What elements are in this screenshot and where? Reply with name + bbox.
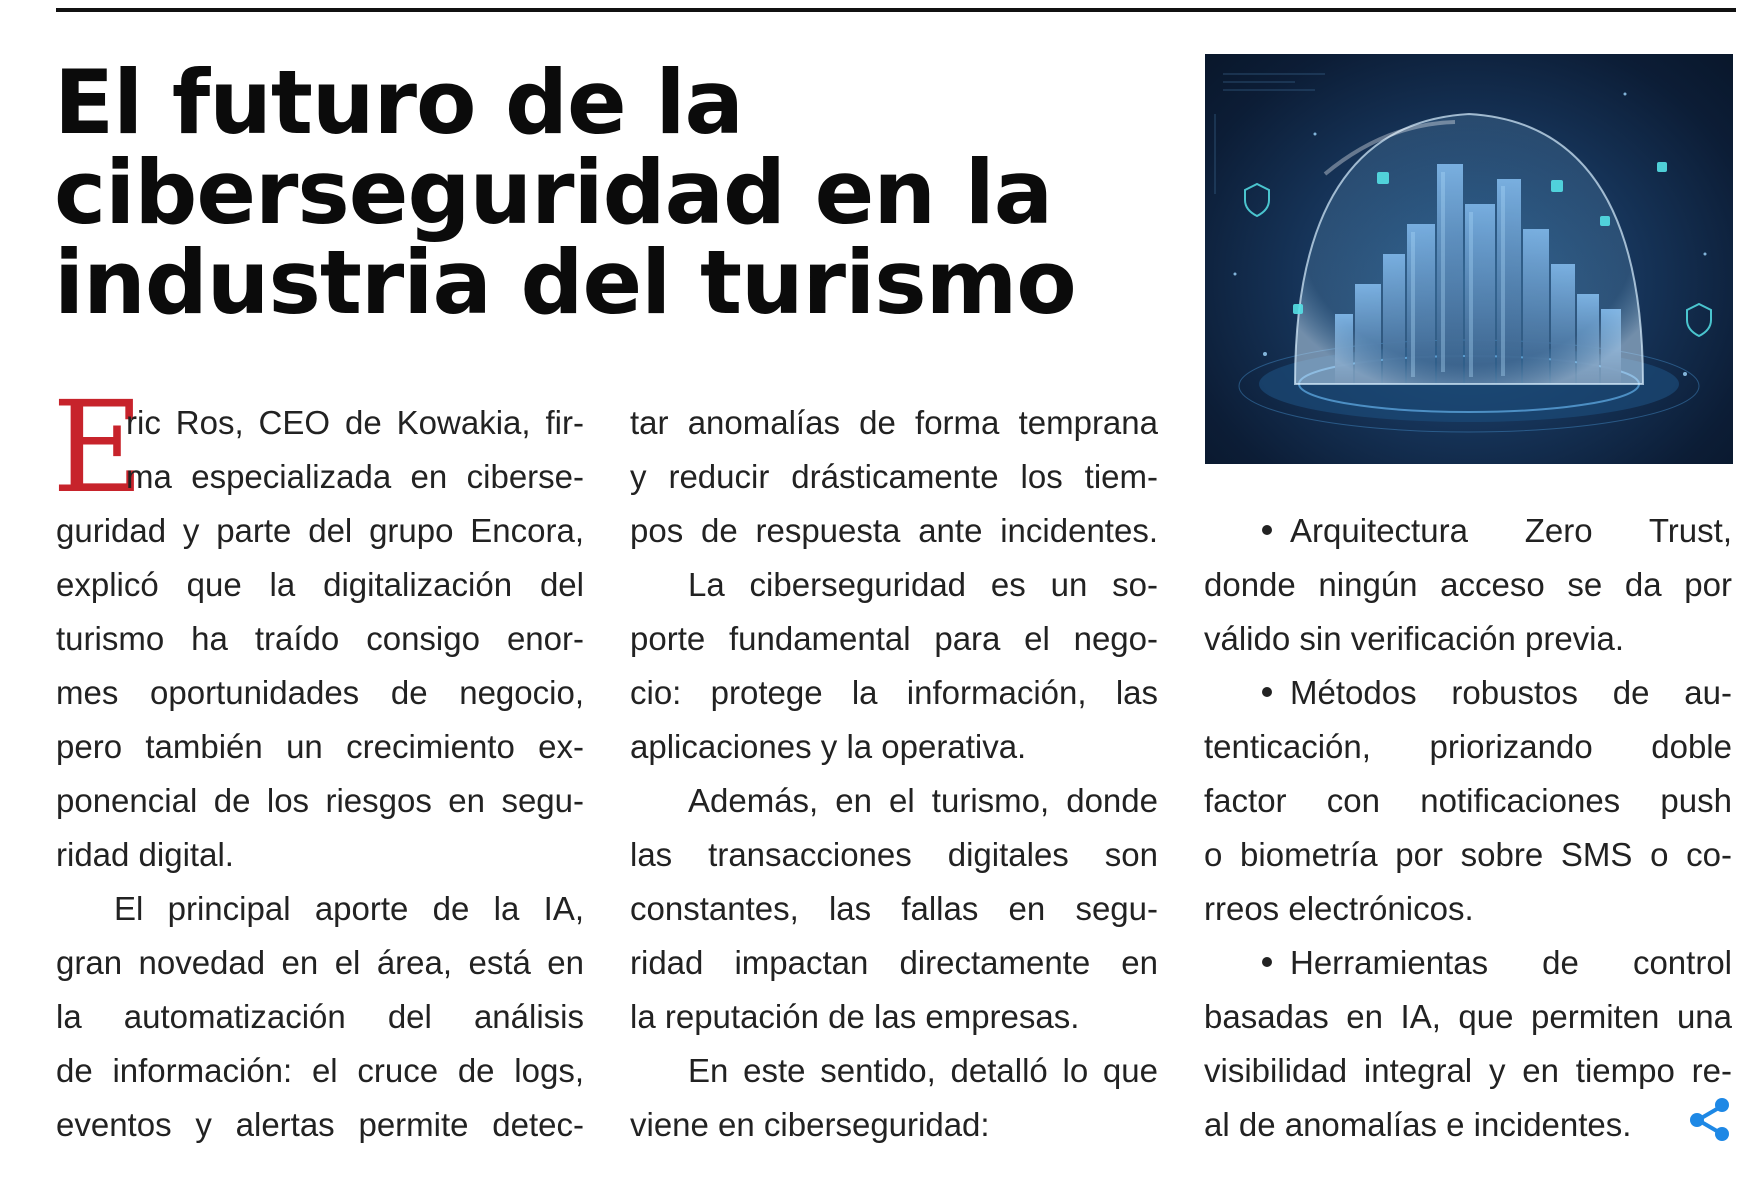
text-line: ric Ros, CEO de Kowakia, fir- [126, 404, 584, 441]
text-line: gran novedad en el área, está en [56, 944, 584, 981]
text-line: turismo ha traído consigo enor- [56, 620, 584, 657]
headline-line-1: El futuro de la [54, 51, 743, 154]
bullet-line [1204, 936, 1732, 990]
text-line: mes oportunidades de negocio, [56, 674, 584, 711]
text-line: donde ningún acceso se da por [1204, 566, 1732, 603]
article-column-3 [1204, 504, 1732, 1152]
text-line: válido sin verificación previa. [1204, 620, 1625, 657]
share-icon[interactable] [1688, 1096, 1732, 1142]
text-line: ponencial de los riesgos en segu- [56, 782, 584, 819]
bullet-text: Herramientas de control [1290, 944, 1732, 981]
text-line: constantes, las fallas en segu- [630, 890, 1158, 927]
text-line: al de anomalías e incidentes. [1204, 1106, 1632, 1143]
text-line: ridad digital. [56, 836, 234, 873]
bullet-icon [1262, 525, 1272, 535]
bullet-line [1204, 666, 1732, 720]
text-line: la automatización del análisis [56, 998, 584, 1035]
headline-line-3: industria del turismo [54, 231, 1076, 334]
bullet-text: Arquitectura Zero Trust, [1290, 512, 1732, 549]
text-line: las transacciones digitales son [630, 836, 1158, 873]
text-line: tar anomalías de forma temprana [630, 404, 1158, 441]
text-line: ma especializada en ciberse- [126, 458, 584, 495]
text-line: o biometría por sobre SMS o co- [1204, 836, 1732, 873]
text-line: de información: el cruce de logs, [56, 1052, 584, 1089]
text-line: ridad impactan directamente en [630, 944, 1158, 981]
text-line: Además, en el turismo, donde [688, 782, 1158, 819]
headline [54, 51, 1174, 334]
text-line: visibilidad integral y en tiempo re- [1204, 1052, 1732, 1089]
article-column-2 [630, 396, 1158, 1152]
text-line: basadas en IA, que permiten una [1204, 998, 1732, 1035]
text-line: eventos y alertas permite detec- [56, 1106, 584, 1143]
text-line: En este sentido, detalló lo que [688, 1052, 1158, 1089]
text-line: viene en ciberseguridad: [630, 1106, 990, 1143]
text-line: la reputación de las empresas. [630, 998, 1080, 1035]
top-rule [56, 8, 1736, 12]
bullet-text: Métodos robustos de au- [1290, 674, 1732, 711]
article-column-1 [56, 396, 584, 1152]
cyber-city-dome-image [1205, 54, 1733, 464]
text-line: El principal aporte de la IA, [114, 890, 584, 927]
text-line: aplicaciones y la operativa. [630, 728, 1027, 765]
bullet-icon [1262, 687, 1272, 697]
text-line: rreos electrónicos. [1204, 890, 1474, 927]
text-line: pos de respuesta ante incidentes. [630, 512, 1158, 549]
text-line: guridad y parte del grupo Encora, [56, 512, 584, 549]
text-line: y reducir drásticamente los tiem- [630, 458, 1158, 495]
text-line: explicó que la digitalización del [56, 566, 584, 603]
text-line: cio: protege la información, las [630, 674, 1158, 711]
text-line: porte fundamental para el nego- [630, 620, 1158, 657]
headline-line-2: ciberseguridad en la [54, 141, 1053, 244]
drop-cap: E [52, 374, 144, 521]
text-line: La ciberseguridad es un so- [688, 566, 1158, 603]
text-line: pero también un crecimiento ex- [56, 728, 584, 765]
text-line: factor con notificaciones push [1204, 782, 1732, 819]
bullet-icon [1262, 957, 1272, 967]
bullet-line [1204, 504, 1732, 558]
text-line: tenticación, priorizando doble [1204, 728, 1732, 765]
